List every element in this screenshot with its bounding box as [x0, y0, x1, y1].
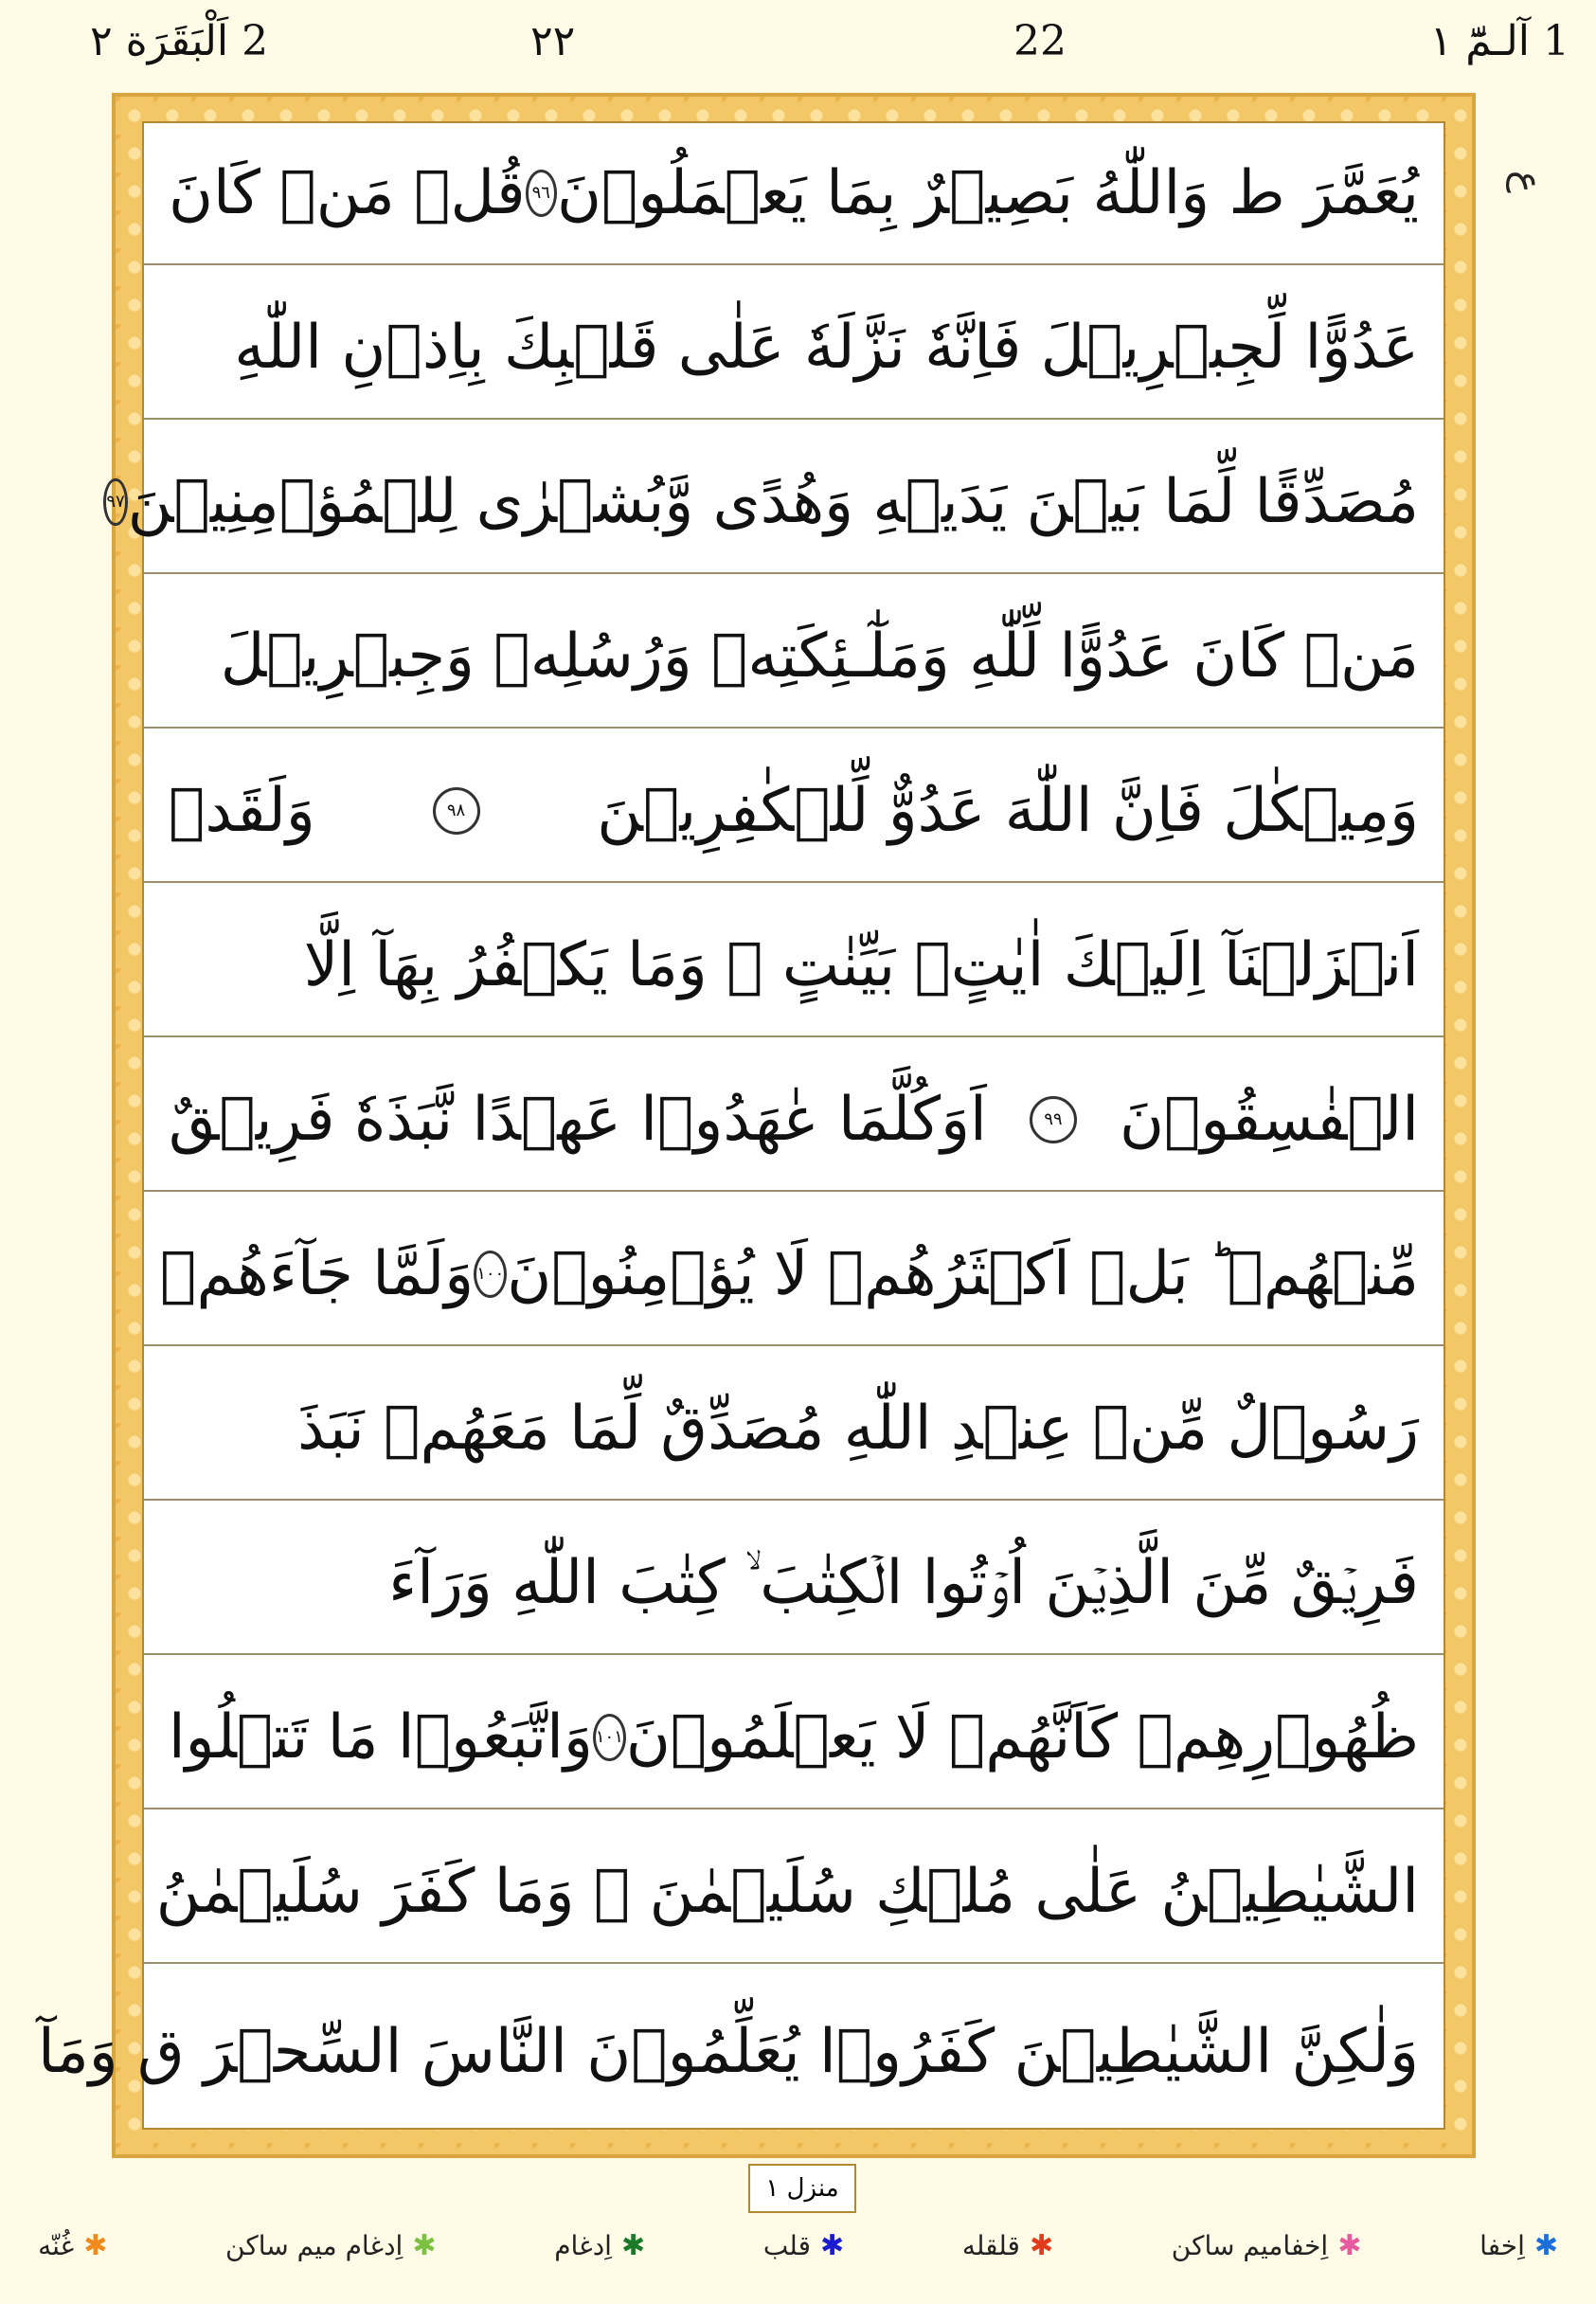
- surah-label: 2 اَلْبَقَرَة ٢: [90, 17, 269, 65]
- line-text: الۡفٰسِقُوۡنَ: [1120, 1085, 1419, 1155]
- star-icon: ✱: [1029, 2228, 1054, 2262]
- text-line: [106, 432, 1444, 574]
- page-number-arabic: ٢٢: [530, 17, 576, 65]
- line-text: الشَّيٰطِيۡنُ عَلٰى مُلۡكِ سُلَيۡمٰنَ ۚ وَمَا كَفَرَ سُلَيۡمٰنُ: [155, 1857, 1419, 1927]
- ayah-number-marker: ٩٧: [103, 478, 127, 526]
- text-line: [144, 1050, 1444, 1192]
- star-icon: ✱: [412, 2228, 437, 2262]
- star-icon: ✱: [1533, 2228, 1558, 2262]
- ayah-number-marker: ١٠٠: [474, 1251, 507, 1298]
- manzil-label: منزل ١: [748, 2164, 856, 2213]
- line-text: اَنۡزَلۡنَآ اِلَيۡكَ اٰيٰتٍۢ بَيِّنٰتٍ ۚ وَمَا يَكۡفُرُ بِهَآ اِلَّا: [303, 930, 1419, 1000]
- text-line: [144, 586, 1444, 729]
- star-icon: ✱: [83, 2228, 108, 2262]
- ayah-number-marker: ٩٦: [526, 170, 557, 217]
- legend-item-qalb: ✱ قلب: [762, 2228, 845, 2262]
- legend-item-idgham: ✱ اِدغام: [554, 2228, 646, 2262]
- page-number-latin: 22: [1013, 17, 1067, 65]
- legend-item-ghunna: ✱ غُنّه: [38, 2228, 108, 2262]
- text-line: [144, 1822, 1444, 1964]
- line-text: وَلَمَّا جَآءَهُمۡ: [160, 1239, 475, 1309]
- legend-item-ikhfa: ✱ اِخفا: [1479, 2228, 1558, 2262]
- text-panel: [37, 121, 1445, 2130]
- line-text: فَرِيۡقٌ مِّنَ الَّذِيۡنَ اُوۡتُوا الۡكِتٰبَ ۙ كِتٰبَ اللّٰهِ وَرَآءَ: [388, 1548, 1419, 1618]
- line-text: مِّنۡهُمۡ ؕ بَلۡ اَكۡثَرُهُمۡ لَا يُؤۡمِنُوۡنَ: [507, 1239, 1419, 1309]
- ayah-number-marker: ١٠١: [593, 1714, 626, 1761]
- line-text: ظُهُوۡرِهِمۡ كَاَنَّهُمۡ لَا يَعۡلَمُوۡنَ: [625, 1702, 1419, 1773]
- text-line: [144, 741, 1444, 883]
- text-line: [144, 1359, 1444, 1501]
- legend-item-qalqala: ✱ قلقله: [961, 2228, 1054, 2262]
- line-text: وَلٰكِنَّ الشَّيٰطِيۡنَ كَفَرُوۡا يُعَلِّمُوۡنَ النَّاسَ السِّحۡرَ ق وَمَآ: [37, 2017, 1419, 2087]
- text-line: [144, 895, 1444, 1037]
- text-line: [144, 1513, 1444, 1655]
- legend-item-idgham-meem-sakin: ✱ اِدغام میم ساکن: [225, 2228, 437, 2262]
- line-text: مُصَدِّقًا لِّمَا بَيۡنَ يَدَيۡهِ وَهُدًى وَّبُشۡرٰى لِلۡمُؤۡمِنِيۡنَ: [127, 467, 1419, 537]
- ayah-number-marker: ٩٨: [433, 787, 480, 835]
- juz-label: 1 آلـمّٓ ١: [1429, 17, 1569, 65]
- line-text: وَلَقَدۡ: [169, 776, 315, 846]
- line-text: مَنۡ كَانَ عَدُوًّا لِّلّٰهِ وَمَلٰٓـئِكَتِهٖ وَرُسُلِهٖ وَجِبۡرِيۡلَ: [220, 621, 1419, 692]
- line-text: وَمِيۡكٰلَ فَاِنَّ اللّٰهَ عَدُوٌّ لِّلۡكٰفِرِيۡنَ: [597, 776, 1419, 846]
- line-text: يُعَمَّرَ ط وَاللّٰهُ بَصِيۡرٌ بِمَا يَعۡمَلُوۡنَ: [557, 158, 1419, 228]
- text-line: [144, 123, 1444, 265]
- text-line: [144, 1204, 1444, 1346]
- line-text: اَوَكُلَّمَا عٰهَدُوۡا عَهۡدًا نَّبَذَهٗ فَرِيۡقٌ: [169, 1085, 987, 1155]
- line-text: رَسُوۡلٌ مِّنۡ عِنۡدِ اللّٰهِ مُصَدِّقٌ لِّمَا مَعَهُمۡ نَبَذَ: [297, 1394, 1419, 1464]
- line-text: قُلۡ مَنۡ كَانَ: [169, 158, 526, 228]
- legend-item-ikhfa-meem-sakin: ✱ اِخفامیم ساکن: [1171, 2228, 1362, 2262]
- page-header: [0, 0, 1596, 90]
- text-line: [37, 1976, 1444, 2128]
- line-text: عَدُوًّا لِّجِبۡرِيۡلَ فَاِنَّهٗ نَزَّلَهٗ عَلٰى قَلۡبِكَ بِاِذۡنِ اللّٰهِ: [234, 313, 1419, 383]
- text-line: [144, 1667, 1444, 1809]
- line-text: وَاتَّبَعُوۡا مَا تَتۡلُوا: [168, 1702, 593, 1773]
- star-icon: ✱: [819, 2228, 845, 2262]
- star-icon: ✱: [620, 2228, 646, 2262]
- star-icon: ✱: [1337, 2228, 1362, 2262]
- text-line: [144, 278, 1444, 420]
- ayah-number-marker: ٩٩: [1030, 1096, 1077, 1143]
- tajweed-legend: [0, 2207, 1596, 2283]
- ruku-margin-mark: ع: [1506, 171, 1550, 193]
